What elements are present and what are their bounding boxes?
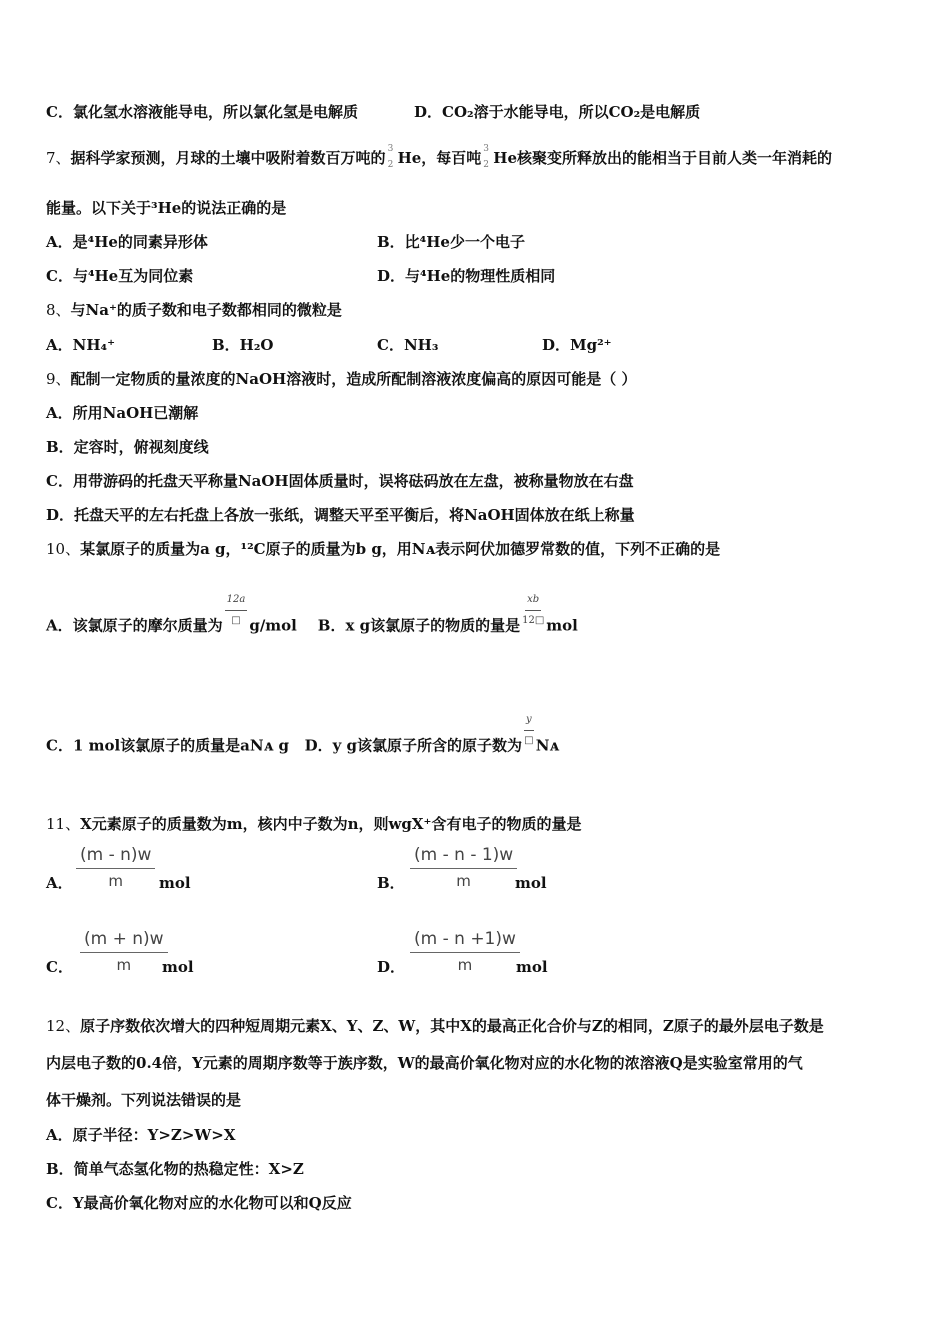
q7-option-b: B．比⁴He少一个电子 <box>377 233 525 251</box>
q9-option-a: A．所用NaOH已潮解 <box>46 404 199 422</box>
q10-stem <box>46 539 720 559</box>
q7-text-a: 据科学家预测，月球的土壤中吸附着数百万吨的 <box>70 149 386 167</box>
q9-option-b: B．定容时，俯视刻度线 <box>46 438 209 456</box>
q8-option-a: A．NH₄⁺ <box>46 336 116 354</box>
q10-option-a-text: A．该氯原子的摩尔质量为 <box>46 616 223 635</box>
q11-a-unit: mol <box>159 874 191 892</box>
q10-b-fraction: $\frac{xb}{12□}$ <box>522 590 544 631</box>
q10-option-c: C．1 mol该氯原子的质量是aNᴀ g <box>46 736 289 755</box>
q10-text: 某氯原子的质量为a g，¹²C原子的质量为b g，用Nᴀ表示阿伏加德罗常数的值，下列不正确的是 <box>80 540 721 558</box>
q7-number: 7、 <box>46 149 71 167</box>
q11-b-denominator: m <box>456 872 471 890</box>
q11-b-unit: mol <box>515 874 547 892</box>
q11-text: X元素原子的质量数为m，核内中子数为n，则wgX⁺含有电子的物质的量是 <box>80 815 582 833</box>
q11-d-numerator: (m - n +1)w <box>410 929 520 953</box>
q12-text-1: 原子序数依次增大的四种短周期元素X、Y、Z、W，其中X的最高正化合价与Z的相同，Z原子的最外层电子数是 <box>80 1017 824 1035</box>
q7-line1 <box>46 144 832 170</box>
q10-option-d-unit: Nᴀ <box>535 736 560 755</box>
q8-option-b: B．H₂O <box>212 336 274 354</box>
q7-text-c: He核聚变所释放出的能相当于目前人类一年消耗的 <box>493 149 832 167</box>
q12-option-a: A．原子半径：Y>Z>W>X <box>46 1126 236 1144</box>
q7-options-ab <box>46 232 525 252</box>
q8-number: 8、 <box>46 301 71 319</box>
q9-stem <box>46 369 636 389</box>
q11-d-denominator: m <box>457 956 473 974</box>
q12-option-c: C．Y最高价氧化物对应的水化物可以和Q反应 <box>46 1194 352 1212</box>
q10-d-fraction: y □ <box>524 710 534 751</box>
q9-text: 配制一定物质的量浓度的NaOH溶液时，造成所配制溶液浓度偏高的原因可能是（ ） <box>70 370 637 388</box>
q11-stem <box>46 814 581 834</box>
q7-options-cd <box>46 266 556 286</box>
q7-option-c: C．与⁴He互为同位素 <box>46 267 194 285</box>
q10-a-fraction: 12a □ <box>225 590 248 631</box>
q8-option-c: C．NH₃ <box>377 336 439 354</box>
q11-a-denominator: m <box>108 872 124 890</box>
q8-options <box>46 335 612 355</box>
q8-stem <box>46 300 342 320</box>
q11-option-d-label: D． <box>377 958 406 976</box>
q7-text-b: He，每百吨 <box>397 149 482 167</box>
q10-option-b-unit: mol <box>546 616 578 635</box>
q11-b-numerator: (m - n - 1)w <box>410 845 517 869</box>
q9-option-d: D．托盘天平的左右托盘上各放一张纸，调整天平至平衡后，将NaOH固体放在纸上称量 <box>46 506 635 524</box>
q11-option-a-label: A． <box>46 874 73 892</box>
q11-number: 11、 <box>46 815 81 833</box>
q12-stem-line2: 内层电子数的0.4倍，Y元素的周期序数等于族序数，W的最高价氧化物对应的水化物的浓溶液Q是实验室常用的气 <box>46 1054 803 1072</box>
q9-number: 9、 <box>46 370 71 388</box>
q11-c-denominator: m <box>116 956 132 974</box>
nuclide-he3-symbol: 3 2 <box>387 144 394 170</box>
q11-option-a-fraction <box>76 845 155 890</box>
q7-line2: 能量。以下关于³He的说法正确的是 <box>46 199 287 217</box>
q11-option-b-label: B． <box>377 874 405 892</box>
q10-option-d-text: D．y g该氯原子所含的原子数为 <box>304 736 523 755</box>
q12-stem-line1 <box>46 1016 824 1036</box>
q8-option-d: D．Mg²⁺ <box>542 336 612 354</box>
option-c-prev: C．氯化氢水溶液能导电，所以氯化氢是电解质 <box>46 103 358 121</box>
q11-option-d-fraction <box>410 929 520 974</box>
q10-option-a-unit: g/mol <box>249 616 297 635</box>
option-d-prev: D．CO₂溶于水能导电，所以CO₂是电解质 <box>414 103 701 121</box>
q11-c-unit: mol <box>162 958 194 976</box>
q11-a-numerator: (m - n)w <box>76 845 155 869</box>
q10-options-cd <box>46 714 560 767</box>
prev-options-line <box>46 102 701 122</box>
q8-text: 与Na⁺的质子数和电子数都相同的微粒是 <box>70 301 342 319</box>
q11-option-b-fraction <box>410 845 517 890</box>
q12-number: 12、 <box>46 1017 81 1035</box>
q11-option-c-fraction <box>80 929 168 974</box>
q12-option-b: B．简单气态氢化物的热稳定性：X>Z <box>46 1160 304 1178</box>
q11-option-c-label: C． <box>46 958 73 976</box>
q11-c-numerator: (m + n)w <box>80 929 168 953</box>
q10-options-ab <box>46 594 578 647</box>
q7-option-a: A．是⁴He的同素异形体 <box>46 233 208 251</box>
q9-option-c: C．用带游码的托盘天平称量NaOH固体质量时，误将砝码放在左盘，被称量物放在右盘 <box>46 472 634 490</box>
q10-option-b-text: B．x g该氯原子的物质的量是 <box>317 616 521 635</box>
q12-stem-line3: 体干燥剂。下列说法错误的是 <box>46 1091 242 1109</box>
q7-option-d: D．与⁴He的物理性质相同 <box>377 267 556 285</box>
q10-number: 10、 <box>46 540 81 558</box>
nuclide-he3-symbol-2: 3 2 <box>483 144 490 170</box>
q11-d-unit: mol <box>516 958 548 976</box>
